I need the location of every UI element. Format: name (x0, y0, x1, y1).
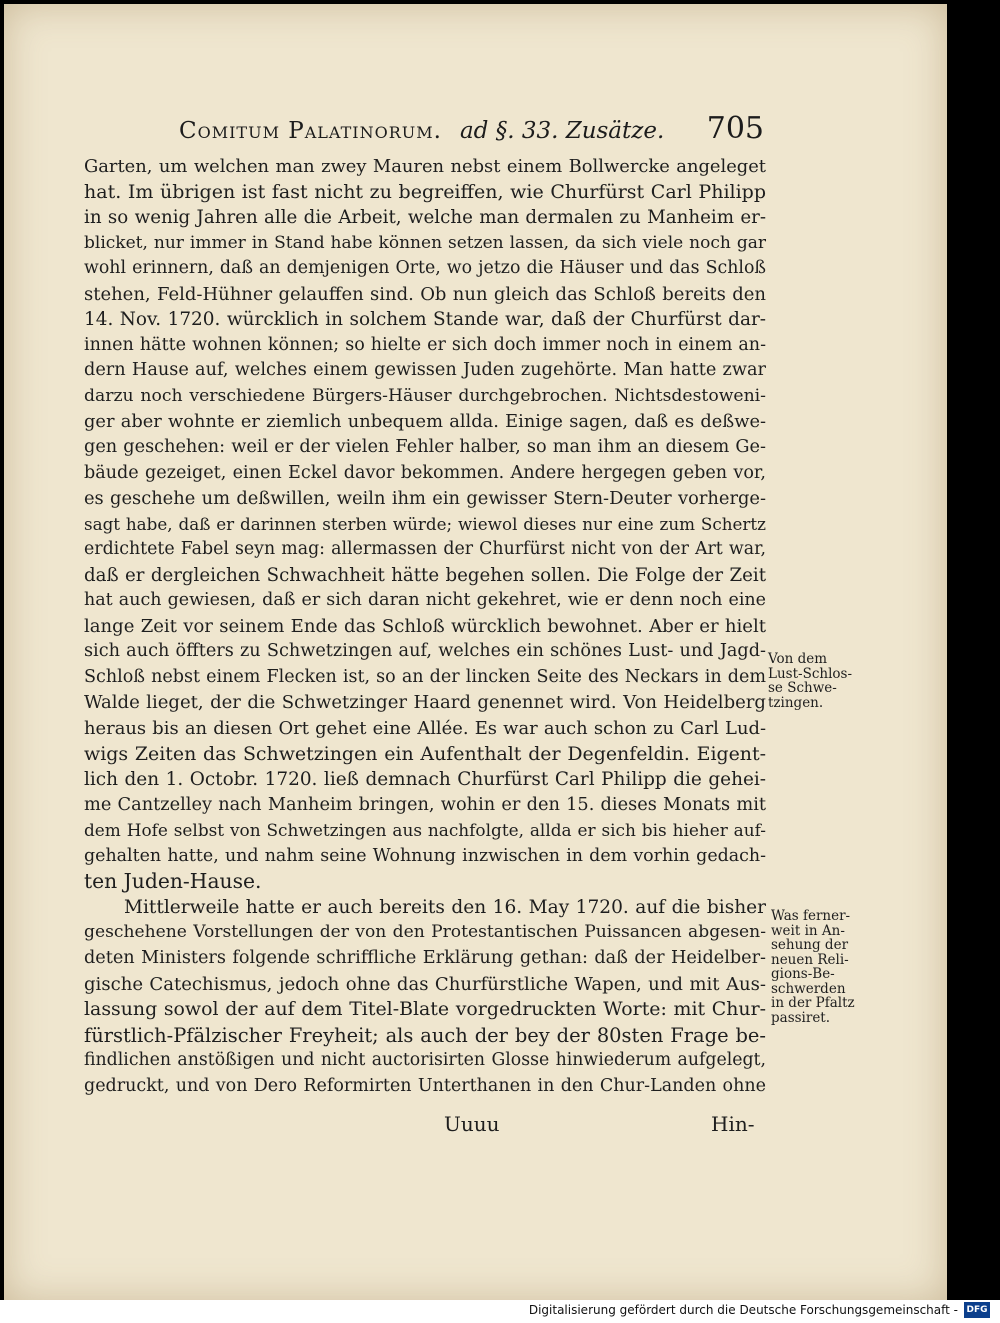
text-line: innen hätte wohnen können; so hielte er sich doch immer noch in einem an- (84, 334, 766, 355)
scan-border (947, 0, 1000, 1300)
dfg-logo: DFG (964, 1302, 990, 1318)
text-line: darzu noch verschiedene Bürgers-Häuser durchgebrochen. Nichtsdestoweni- (84, 385, 766, 406)
text-line: erdichtete Fabel seyn mag: allermassen der Churfürst nicht von der Art war, (84, 539, 766, 560)
text-line: es geschehe um deßwillen, weiln ihm ein gewisser Stern-Deuter vorherge- (84, 488, 766, 510)
text-line: gen geschehen: weil er der vielen Fehler halber, so man ihm an diesem Ge- (84, 437, 766, 458)
margin-note-line: tzingen. (768, 694, 824, 711)
margin-note-line: gions-Be- (771, 966, 835, 982)
text-line: gische Catechismus, jedoch ohne das Churfürstliche Wapen, und mit Aus- (84, 973, 766, 995)
signature-mark: Uuuu (444, 1112, 500, 1136)
text-line: lich den 1. Octobr. 1720. ließ demnach Churfürst Carl Philipp die gehei- (84, 769, 766, 791)
margin-note-line: Lust-Schlos- (768, 665, 853, 682)
text-line: wohl erinnern, daß an demjenigen Orte, wo jetzo die Häuser und das Schloß (84, 258, 766, 279)
text-line: in so wenig Jahren alle die Arbeit, welche man dermalen zu Manheim er- (84, 207, 766, 229)
margin-note-lust-schloss (768, 651, 853, 711)
book-page (4, 4, 947, 1302)
page-number: 705 (706, 111, 764, 146)
margin-note-line: neuen Reli- (771, 951, 849, 968)
text-line: stehen, Feld-Hühner gelauffen sind. Ob nun gleich das Schloß bereits den (84, 283, 766, 305)
text-line: wigs Zeiten das Schwetzingen ein Aufenthalt der Degenfeldin. Eigent- (84, 742, 766, 765)
margin-note-line: se Schwe- (768, 680, 837, 696)
margin-note-line: passiret. (771, 1009, 831, 1026)
text-line: sich auch öffters zu Schwetzingen auf, welches ein schönes Lust- und Jagd- (84, 641, 766, 662)
margin-note-line: sehung der (771, 937, 849, 953)
text-line: 14. Nov. 1720. würcklich in solchem Stande war, daß der Churfürst dar- (84, 309, 766, 331)
text-line: Mittlerweile hatte er auch bereits den 16. May 1720. auf die bisher (124, 896, 766, 918)
text-line: heraus bis an diesen Ort gehet eine Allée. Es war auch schon zu Carl Lud- (84, 718, 766, 740)
text-line: lange Zeit vor seinem Ende das Schloß würcklich bewohnet. Aber er hielt (84, 615, 766, 637)
text-line: dern Hause auf, welches einem gewissen Juden zugehörte. Man hatte zwar (84, 360, 766, 381)
section-reference: ad §. 33. Zusätze. (459, 118, 665, 144)
text-line: ten Juden-Hause. (84, 869, 262, 894)
footer-credit-text: Digitalisierung gefördert durch die Deutsche Forschungsgemeinschaft - (528, 1303, 958, 1317)
text-line: blicket, nur immer in Stand habe können setzen lassen, da sich viele noch gar (84, 232, 766, 253)
text-line: findlichen anstößigen und nicht auctorisirten Glosse hinwiederum aufgelegt, (84, 1050, 766, 1071)
margin-note-line: in der Pfaltz (771, 995, 855, 1011)
text-line: dem Hofe selbst von Schwetzingen aus nachfolgte, allda er sich bis hieher auf- (84, 820, 766, 841)
text-line: gedruckt, und von Dero Reformirten Unterthanen in den Chur-Landen ohne (84, 1075, 766, 1096)
page-header (179, 111, 764, 151)
text-line: Schloß nebst einem Flecken ist, so an der lincken Seite des Neckars in dem (84, 666, 766, 687)
text-line: ger aber wohnte er ziemlich unbequem allda. Einige sagen, daß es deßwe- (84, 411, 766, 433)
main-text-block (84, 154, 766, 1099)
text-line: fürstlich-Pfälzischer Freyheit; als auch der bey der 80sten Frage be- (84, 1023, 766, 1047)
text-line: lassung sowol der auf dem Titel-Blate vorgedruckten Worte: mit Chur- (84, 998, 766, 1021)
text-line: me Cantzelley nach Manheim bringen, wohin er den 15. dieses Monats mit (84, 794, 766, 815)
text-line: Garten, um welchen man zwey Mauren nebst einem Bollwercke angeleget (84, 156, 766, 177)
margin-note-line: Von dem (768, 651, 828, 667)
text-line: hat auch gewiesen, daß er sich daran nicht gekehret, wie er denn noch eine (84, 590, 766, 611)
catchword: Hin- (711, 1112, 755, 1136)
margin-note-religions-beschwerden (771, 908, 855, 1026)
text-line: deten Ministers folgende schriffliche Erklärung gethan: daß der Heidelber- (84, 947, 766, 968)
text-line: bäude gezeiget, einen Eckel davor bekommen. Andere hergegen geben vor, (84, 462, 766, 483)
text-line: daß er dergleichen Schwachheit hätte begehen sollen. Die Folge der Zeit (84, 564, 766, 586)
text-line: sagt habe, daß er darinnen sterben würde; wiewol dieses nur eine zum Schertz (84, 513, 766, 534)
text-line: hat. Im übrigen ist fast nicht zu begreiffen, wie Churfürst Carl Philipp (84, 180, 766, 203)
text-line: gehalten hatte, und nahm seine Wohnung inzwischen in dem vorhin gedach- (84, 845, 766, 866)
margin-note-line: schwerden (771, 980, 846, 997)
text-line: geschehene Vorstellungen der von den Protestantischen Puissancen abgesen- (84, 922, 766, 943)
text-line: Walde lieget, der die Schwetzinger Haard genennet wird. Von Heidelberg (84, 692, 766, 714)
margin-note-line: weit in An- (771, 922, 845, 939)
margin-note-line: Was ferner- (771, 908, 851, 924)
running-title: Comitum Palatinorum. (179, 118, 442, 144)
